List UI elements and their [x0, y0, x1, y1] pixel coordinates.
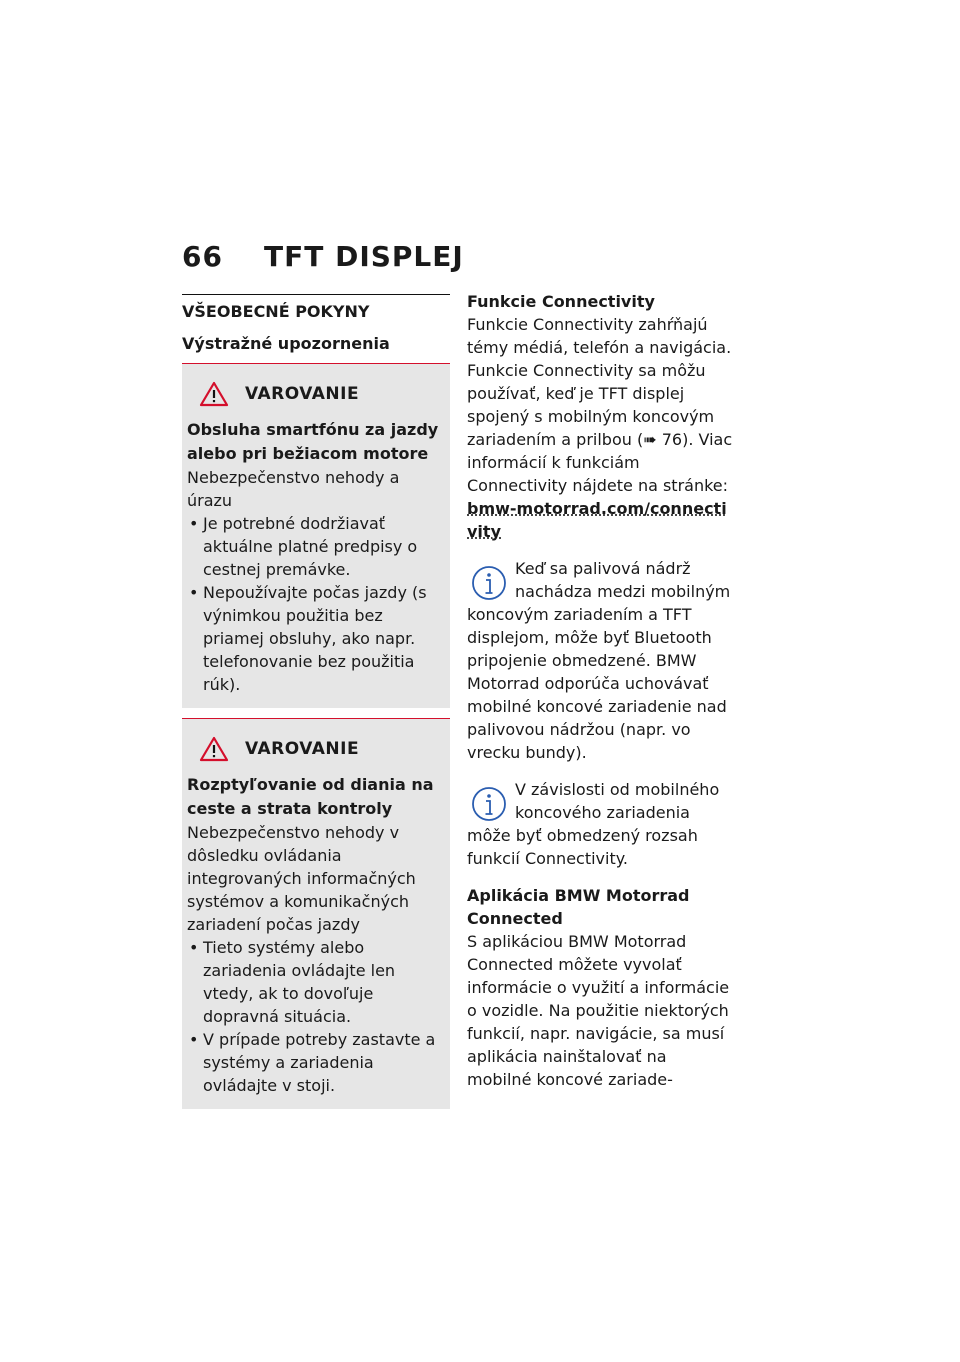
warning-header: [187, 374, 442, 414]
connectivity-text-part-2: ). Viac informácií k funkciám Connectivity nájdete na stránke:: [467, 430, 733, 495]
warning-label: VAROVANIE: [245, 384, 360, 404]
warning-header: [187, 729, 442, 769]
warning-text: Nebezpečenstvo nehody v dôsledku ovládania integrovaných informačných systémov a komunikačných zariadení počas jazdy: [187, 823, 416, 934]
app-text: S aplikáciou BMW Motorrad Connected môžete vyvolať informácie o využití a informácie o vozidle. Na použitie niektorých funkcií, napr. navigácie, sa musí aplikácia nainštalovať na mobilné koncové zariade-: [467, 932, 730, 1089]
info-note-2: [467, 778, 735, 870]
right-column: [467, 290, 735, 1091]
chapter-title: TFT DISPLEJ: [264, 240, 464, 273]
warning-label: VAROVANIE: [245, 739, 360, 759]
warning-box-1: [182, 364, 450, 708]
info-icon: [471, 565, 507, 601]
info-text: Keď sa palivová nádrž nachádza medzi mobilným koncovým zariadením a TFT displejom, môže byť Bluetooth pripojenie obmedzené. BMW Motorrad odporúča uchovávať mobilné koncové zariadenie nad palivovou nádržou (napr. vo vrecku bundy).: [467, 559, 731, 762]
warning-bullets: [187, 512, 442, 696]
info-icon: [471, 786, 507, 822]
list-item: • Je potrebné dodržiavať aktuálne platné predpisy o cestnej premávke.: [187, 512, 442, 581]
warning-bullets: [187, 936, 442, 1097]
warning-box-2: [182, 718, 450, 1109]
subsection-title: Výstražné upozornenia: [182, 321, 450, 364]
connectivity-text: [467, 313, 735, 497]
connectivity-text-part-1: Funkcie Connectivity zahŕňajú témy médiá, telefón a navigácia. Funkcie Connectivity sa môžu používať, keď je TFT displej spojený s mobilným koncovým zariadením a prilbou (: [467, 315, 732, 449]
list-item: • Nepoužívajte počas jazdy (s výnimkou použitia bez priamej obsluhy, ako napr. telefonovanie bez použitia rúk).: [187, 581, 442, 696]
app-title: Aplikácia BMW Motorrad Connected: [467, 886, 690, 928]
page-header: [182, 240, 464, 273]
info-note-1: [467, 557, 735, 764]
connectivity-link[interactable]: bmw-motorrad.com/connectivity: [467, 499, 727, 541]
connectivity-title: Funkcie Connectivity: [467, 292, 655, 311]
section-title: VŠEOBECNÉ POKYNY: [182, 294, 450, 321]
info-text: V závislosti od mobilného koncového zariadenia môže byť obmedzený rozsah funkcií Connectivity.: [467, 780, 720, 868]
warning-text: Nebezpečenstvo nehody a úrazu: [187, 468, 400, 510]
left-column: [182, 294, 450, 1109]
warning-title: Rozptyľovanie od diania na ceste a strata kontroly: [187, 775, 434, 818]
warning-triangle-icon: [199, 736, 229, 762]
page-number: 66: [182, 240, 223, 273]
list-item: • Tieto systémy alebo zariadenia ovládajte len vtedy, ak to dovoľuje dopravná situácia.: [187, 936, 442, 1028]
page-reference-arrow-icon: ➠: [643, 430, 657, 449]
list-item: • V prípade potreby zastavte a systémy a zariadenia ovládajte v stoji.: [187, 1028, 442, 1097]
warning-triangle-icon: [199, 381, 229, 407]
warning-title: Obsluha smartfónu za jazdy alebo pri bežiacom motore: [187, 420, 439, 463]
page-reference[interactable]: 76: [661, 430, 683, 449]
